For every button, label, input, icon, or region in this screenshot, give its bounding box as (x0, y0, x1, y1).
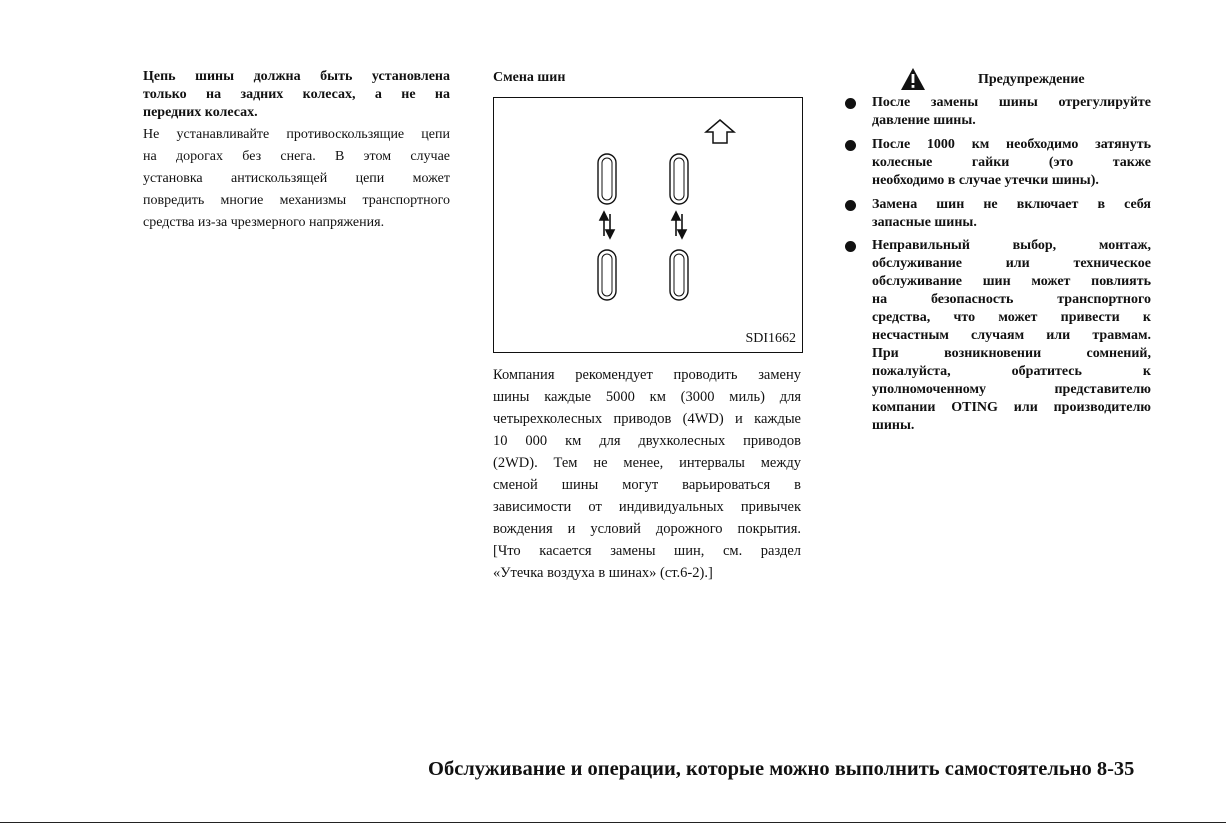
body-line: Компания рекомендует проводить замену (493, 367, 801, 383)
warning-header (900, 66, 1151, 92)
chain-note-line: на дорогах без снега. В этом случае (143, 149, 450, 164)
warning-line: давление шины. (872, 113, 976, 128)
chain-note-line: Не устанавливайте противоскользящие цепи (143, 127, 450, 142)
warning-line: шины. (872, 418, 915, 433)
bullet-icon (845, 200, 856, 211)
figure-code: SDI1662 (745, 331, 796, 346)
tire-rear-right-icon (670, 250, 688, 300)
warning-line: обслуживание или техническое (872, 256, 1151, 271)
warning-line: запасные шины. (872, 215, 977, 230)
warning-line: средства, что может привести к (872, 310, 1151, 325)
bullet-icon (845, 140, 856, 151)
tire-rotation-figure (493, 97, 803, 353)
chain-warning-line: Цепь шины должна быть установлена (143, 69, 450, 84)
body-line: сменой шины могут варьироваться в (493, 477, 801, 493)
tire-front-left-icon (598, 154, 616, 204)
chain-note-line: повредить многие механизмы транспортного (143, 193, 450, 208)
warning-line: колесные гайки (это также (872, 155, 1151, 170)
body-line: [Что касается замены шин, см. раздел (493, 543, 801, 559)
chain-note-line: средства из-за чрезмерного напряжения. (143, 215, 385, 230)
warning-line: Неправильный выбор, монтаж, (872, 238, 1151, 253)
section-title: Смена шин (493, 70, 566, 85)
warning-line: несчастным случаям или травмам. (872, 328, 1151, 343)
page-footer: Обслуживание и операции, которые можно выполнить самостоятельно 8-35 (428, 758, 1135, 780)
warning-line: пожалуйста, обратитесь к (872, 364, 1151, 379)
bullet-icon (845, 241, 856, 252)
warning-line: обслуживание шин может повлиять (872, 274, 1151, 289)
front-direction-arrow-icon (706, 120, 734, 143)
warning-line: уполномоченному представителю (872, 382, 1151, 397)
body-line: 10 000 км для двухколесных приводов (493, 433, 801, 449)
chain-warning-line: передних колесах. (143, 105, 258, 120)
warning-line: После 1000 км необходимо затянуть (872, 137, 1151, 152)
body-line: шины каждые 5000 км (3000 миль) для (493, 389, 801, 405)
bottom-rule (0, 822, 1226, 823)
body-line: четырехколесных приводов (4WD) и каждые (493, 411, 801, 427)
tire-rotation-diagram (494, 98, 802, 352)
body-line: вождения и условий дорожного покрытия. (493, 521, 801, 537)
warning-line: После замены шины отрегулируйте (872, 95, 1151, 110)
body-line: «Утечка воздуха в шинах» (ст.6-2).] (493, 565, 713, 581)
swap-arrows-right-icon (672, 212, 686, 238)
warning-triangle-icon (900, 67, 926, 91)
warning-line: на безопасность транспортного (872, 292, 1151, 307)
body-line: зависимости от индивидуальных привычек (493, 499, 801, 515)
warning-title: Предупреждение (978, 72, 1085, 87)
warning-line: При возникновении сомнений, (872, 346, 1151, 361)
chain-note-line: установка антискользящей цепи может (143, 171, 450, 186)
body-line: (2WD). Тем не менее, интервалы между (493, 455, 801, 471)
warning-line: Замена шин не включает в себя (872, 197, 1151, 212)
swap-arrows-left-icon (600, 212, 614, 238)
chain-warning-line: только на задних колесах, а не на (143, 87, 450, 102)
bullet-icon (845, 98, 856, 109)
tire-rear-left-icon (598, 250, 616, 300)
tire-front-right-icon (670, 154, 688, 204)
warning-line: компании OTING или производителю (872, 400, 1151, 415)
warning-line: необходимо в случае утечки шины). (872, 173, 1099, 188)
